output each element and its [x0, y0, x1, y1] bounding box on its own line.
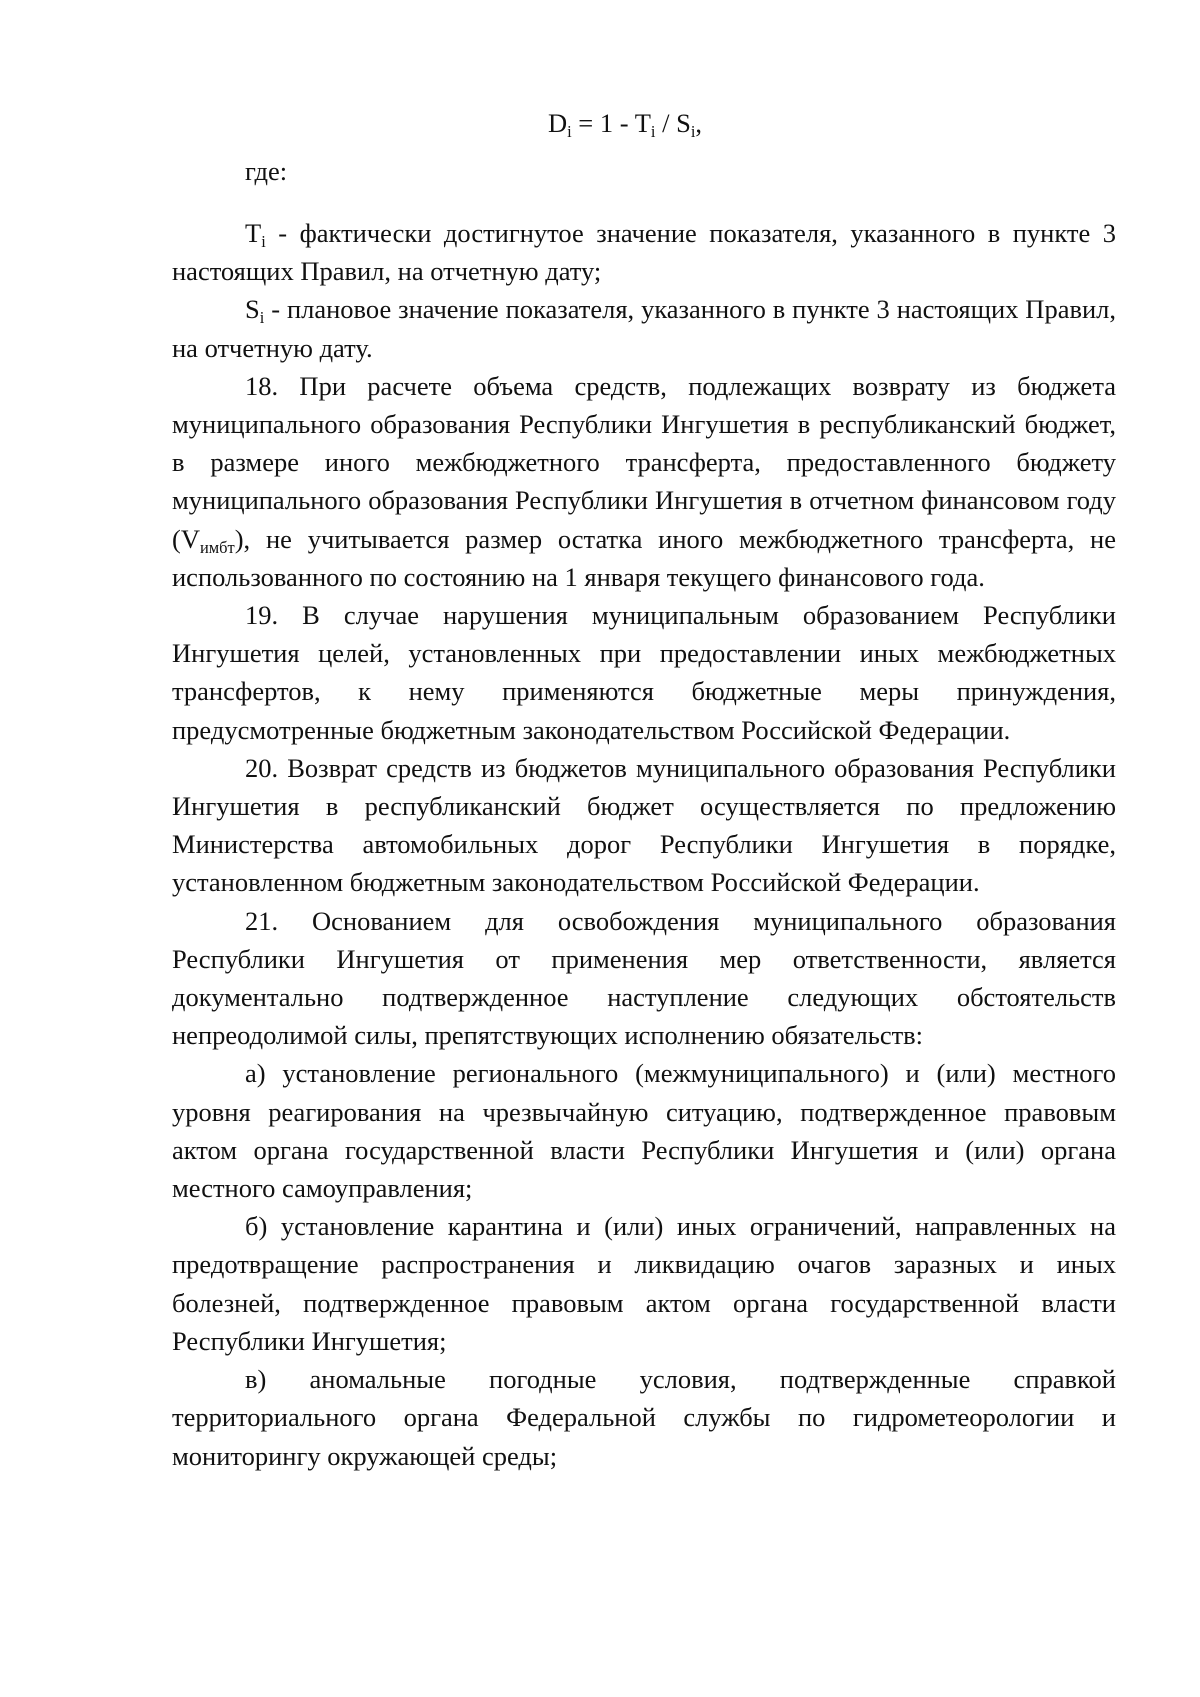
formula-s-sub: i — [690, 121, 696, 141]
document-body — [172, 214, 1116, 1475]
formula-t: T — [634, 108, 651, 138]
list-item-v: в) аномальные погодные условия, подтвержденные справкой территориального органа Федеральной службы по гидрометеорологии и мониторингу окружающей среды; — [172, 1364, 1116, 1471]
paragraph-19: 19. В случае нарушения муниципальным образованием Республики Ингушетия целей, установленных при предоставлении иных межбюджетных трансфертов, к нему применяются бюджетные меры принуждения, предусмотренные бюджетным законодательством Российской Федерации. — [172, 600, 1116, 745]
ti-subscript: i — [261, 231, 266, 251]
si-text: - плановое значение показателя, указанного в пункте 3 настоящих Правил, на отчетную дату. — [172, 294, 1116, 363]
formula-end: , — [695, 108, 703, 138]
formula-t-sub: i — [650, 121, 656, 141]
p18-subscript: имбт — [199, 537, 235, 557]
where-label: где: — [245, 156, 288, 186]
paragraph-21: 21. Основанием для освобождения муниципального образования Республики Ингушетия от применения мер ответственности, является документально подтвержденное наступление следующих обстоятельств непреодолимой силы, препятствующих исполнению обязательств: — [172, 905, 1116, 1051]
paragraph-20: 20. Возврат средств из бюджетов муниципального образования Республики Ингушетия в республиканский бюджет осуществляется по предложению Министерства автомобильных дорог Республики Ингушетия в порядке, установленном бюджетным законодательством Российской Федерации. — [172, 752, 1116, 898]
p18-text-before: 18. При расчете объема средств, подлежащих возврату из бюджета муниципального образования Республики Ингушетия в республиканский бюджет, в размере иного межбюджетного трансферта, предоставленного бюджету муниципального образования Республики Ингушетия в отчетном финансовом году (V — [172, 370, 1116, 554]
definition-si — [172, 290, 1116, 366]
si-subscript: i — [259, 308, 265, 328]
definition-ti — [172, 214, 1116, 290]
formula-slash: / — [655, 108, 677, 138]
formula-d-sub: i — [567, 121, 572, 141]
formula-d: D — [547, 108, 568, 138]
formula — [0, 104, 1200, 142]
si-symbol: S — [245, 294, 260, 325]
ti-symbol: T — [245, 218, 262, 248]
list-item-b: б) установление карантина и (или) иных ограничений, направленных на предотвращение распространения и ликвидацию очагов заразных и иных болезней, подтвержденное правовым актом органа государственной власти Республики Ингушетия; — [172, 1211, 1116, 1356]
formula-s: S — [676, 108, 691, 138]
ti-text: - фактически достигнутое значение показателя, указанного в пункте 3 настоящих Правил, на отчетную дату; — [172, 218, 1116, 287]
formula-eq: = 1 - — [571, 108, 635, 138]
p18-text-after: ), не учитывается размер остатка иного межбюджетного трансферта, не использованного по состоянию на 1 января текущего финансового года. — [172, 523, 1116, 592]
paragraph-18 — [172, 367, 1116, 596]
list-item-a: а) установление регионального (межмуниципального) и (или) местного уровня реагирования на чрезвычайную ситуацию, подтвержденное правовым актом органа государственной власти Республики Ингушетия и (или) органа местного самоуправления; — [172, 1058, 1116, 1204]
